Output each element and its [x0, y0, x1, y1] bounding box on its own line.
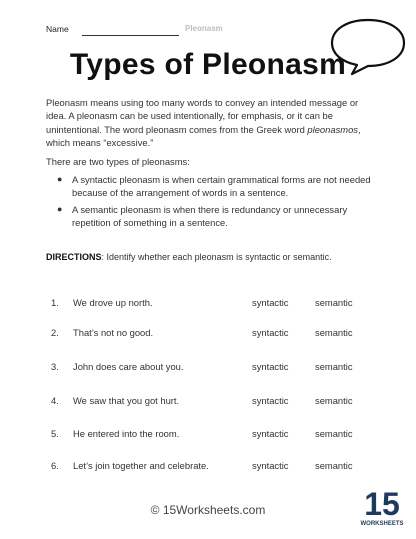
- question-text: Let’s join together and celebrate.: [73, 460, 209, 471]
- question-number: 1.: [51, 297, 59, 308]
- question-number: 3.: [51, 361, 59, 372]
- option-syntactic[interactable]: syntactic: [252, 297, 289, 308]
- types-intro: There are two types of pleonasms:: [46, 156, 190, 167]
- question-number: 2.: [51, 327, 59, 338]
- directions-text: : Identify whether each pleonasm is syntactic or semantic.: [101, 252, 332, 262]
- bullet-icon: ●: [57, 203, 63, 214]
- question-row: [0, 395, 416, 409]
- intro-text-2: , which means “excessive.”: [46, 123, 361, 148]
- logo-number: 15: [364, 486, 400, 522]
- question-number: 4.: [51, 395, 59, 406]
- question-text: He entered into the room.: [73, 428, 180, 439]
- directions: [46, 252, 332, 262]
- question-number: 5.: [51, 428, 59, 439]
- question-row: [0, 297, 416, 311]
- list-item: [46, 173, 378, 200]
- option-semantic[interactable]: semantic: [315, 428, 353, 439]
- name-label: Name: [46, 24, 69, 34]
- option-semantic[interactable]: semantic: [315, 327, 353, 338]
- option-syntactic[interactable]: syntactic: [252, 460, 289, 471]
- footer-credit: © 15Worksheets.com: [150, 503, 266, 517]
- logo-word: WORKSHEETS: [360, 521, 404, 527]
- option-semantic[interactable]: semantic: [315, 361, 353, 372]
- question-text: We drove up north.: [73, 297, 153, 308]
- bullet-text: A semantic pleonasm is when there is redundancy or unnecessary repetition of something in a sentence.: [72, 203, 348, 228]
- option-semantic[interactable]: semantic: [315, 460, 353, 471]
- option-semantic[interactable]: semantic: [315, 297, 353, 308]
- directions-label: DIRECTIONS: [46, 252, 102, 262]
- intro-paragraph: [46, 96, 378, 149]
- page-title: Types of Pleonasm: [69, 48, 347, 81]
- name-line[interactable]: [82, 35, 179, 36]
- bullet-icon: ●: [57, 174, 63, 184]
- intro-text-1: Pleonasm means using too many words to convey an intended message or idea. A pleonasm can be used intentionally, for emphasis, or it can be unintentional. The word pleonasm comes from the Greek word: [46, 97, 359, 135]
- option-syntactic[interactable]: syntactic: [252, 395, 289, 406]
- question-row: [0, 460, 416, 474]
- question-number: 6.: [51, 460, 59, 471]
- option-syntactic[interactable]: syntactic: [252, 428, 289, 439]
- worksheets-logo: [358, 484, 406, 528]
- question-row: [0, 361, 416, 375]
- intro-italic-word: pleonasmos: [307, 123, 358, 135]
- option-syntactic[interactable]: syntactic: [252, 327, 289, 338]
- bullet-text: A syntactic pleonasm is when certain grammatical forms are not needed because of the arrangement of words in a sentence.: [72, 174, 371, 199]
- bullet-list: [46, 173, 378, 232]
- question-text: That’s not no good.: [73, 327, 154, 338]
- question-row: [0, 327, 416, 341]
- option-syntactic[interactable]: syntactic: [252, 361, 289, 372]
- question-text: John does care about you.: [73, 361, 184, 372]
- list-item: [46, 203, 378, 230]
- topic-label: Pleonasm: [185, 24, 223, 33]
- question-text: We saw that you got hurt.: [73, 395, 180, 406]
- question-row: [0, 428, 416, 442]
- option-semantic[interactable]: semantic: [315, 395, 353, 406]
